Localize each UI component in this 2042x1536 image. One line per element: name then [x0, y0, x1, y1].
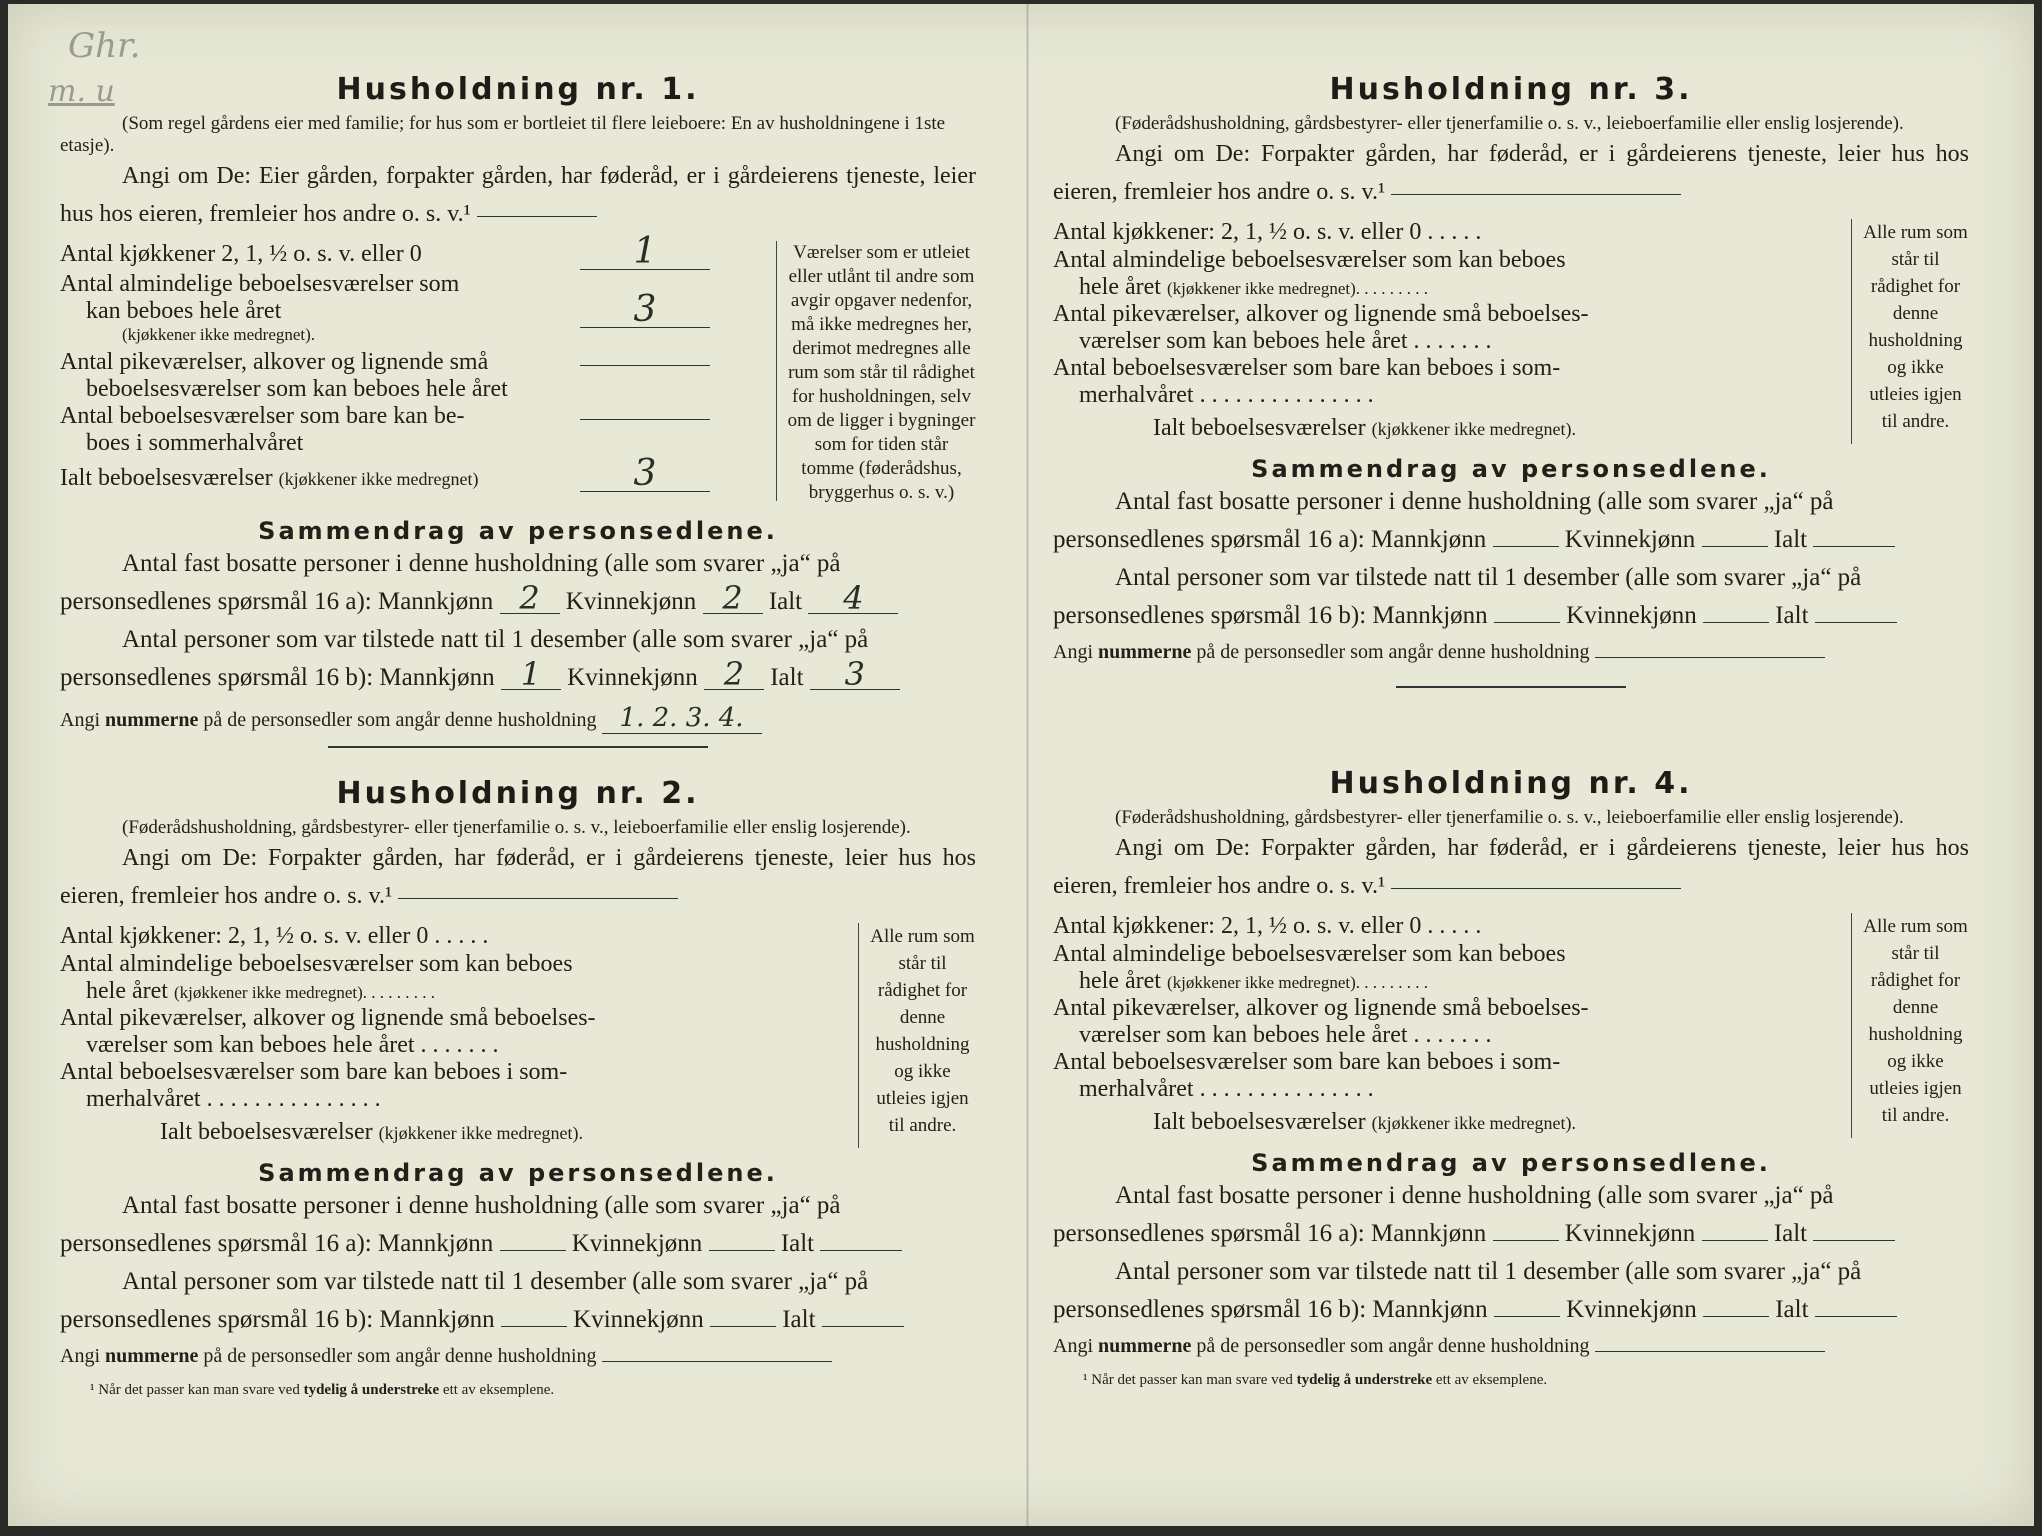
household-1-side-note: Værelser som er utleiet eller utlånt til andre som avgir opgaver nedenfor, må ikke medregnes her, derimot medregnes alle rum som står til rådighet for husholdningen, selv om de ligger i bygninger som for tiden står tomme (føderådshus, bryggerhus o. s. v.) — [776, 241, 976, 501]
household-4-title: Husholdning nr. 4. — [1329, 766, 1693, 801]
sum-a-mann[interactable] — [1493, 1240, 1559, 1241]
household-2-rooms — [60, 923, 976, 1153]
sum-b-ialt[interactable] — [1815, 622, 1897, 623]
household-1-nummer: Angi nummerne på de personsedler som angår denne husholdning 1. 2. 3. 4. — [60, 703, 976, 734]
household-2-note: (Føderådshusholdning, gårdsbestyrer- eller tjenerfamilie o. s. v., leieboerfamilie eller enslig losjerende). — [122, 817, 911, 838]
household-3-rooms: Antal kjøkkener: 2, 1, ½ o. s. v. eller 0 . . . . . Antal almindelige beboelsesværelser som kan beboes hele året (kjøkkener ikke medregnet). . . . . . . . . Antal pikeværelser, alkover og lignende små beboelses- værelser som kan beboes hele året . . . . . . . Antal beboelsesværelser som bare kan beboes i som- merhalvåret . . . . . . . . . . . . . . . Ialt beboelsesværelser (kjøkkener ikke medregnet). Alle rum som står til rådighet for denne husholdning og ikke utleies igjen til andre. — [1053, 219, 1969, 449]
ialt-answer[interactable]: 3 — [580, 457, 710, 492]
sum-a-ialt[interactable] — [1813, 1240, 1895, 1241]
sum-b-ialt[interactable]: 3 — [810, 659, 900, 690]
sum-a-ialt[interactable]: 4 — [808, 583, 898, 614]
household-1-title: Husholdning nr. 1. — [336, 72, 700, 107]
sum-a-ialt[interactable] — [820, 1250, 902, 1251]
angi-answer-line[interactable] — [477, 216, 597, 217]
sum-a-kvinne[interactable] — [709, 1250, 775, 1251]
sum-a-mann[interactable] — [500, 1250, 566, 1251]
sum-b-kvinne[interactable] — [1703, 622, 1769, 623]
nummer-answer[interactable] — [1595, 657, 1825, 658]
household-1-sum-a: personsedlenes spørsmål 16 a): Mannkjønn 2 Kvinnekjønn 2 Ialt 4 — [60, 583, 976, 621]
sommer-answer[interactable] — [580, 419, 710, 420]
sum-b-ialt[interactable] — [822, 1326, 904, 1327]
page-fold — [1026, 4, 1029, 1526]
sum-b-kvinne[interactable]: 2 — [704, 659, 764, 690]
sum-b-kvinne[interactable] — [1703, 1316, 1769, 1317]
ialt-row: Ialt beboelsesværelser (kjøkkener ikke medregnet) 3 — [60, 465, 710, 499]
nummer-answer[interactable] — [602, 1361, 832, 1362]
sum-b-mann[interactable] — [1494, 622, 1560, 623]
nummer-answer[interactable] — [1595, 1351, 1825, 1352]
sum-b-mann[interactable] — [501, 1326, 567, 1327]
sum-b-ialt[interactable] — [1815, 1316, 1897, 1317]
household-1: Husholdning nr. 1. (Som regel gårdens eier med familie; for hus som er bortleiet til flere leieboere: En av husholdningene i 1ste etasje). Angi om De: Eier gården, forpakter gården, har føderåd, er i gårdeierens tjeneste, leier hus hos eieren, fremleier hos andre o. s. v.¹ Antal kjøkkener 2, 1, ½ o. s. v. eller 0 1 Antal almindelige beboelsesværelser som kan beboes hele året (kjøkkener ikke medregnet). 3 Antal pikeværelser, alkover og lignende små beboelsesværelser som kan beboes hele året Antal beboelsesværelser som bare kan be- boes i sommerhalvåret Ialt beboelsesværelser (kjøkkener ikke medregnet) 3 Værelser som er utleiet eller utlånt til andre som avgir opgaver nedenfor, må ikke medregnes her, derimot medregnes alle rum som står til rådighet for husholdningen, selv om de ligger i bygninger som for tiden står tomme (føderådshus, bryggerhus o. s. v.) Sammendrag av personsedlene. Antal fast bosatte personer i denne husholdning (alle som svarer „ja“ på personsedlenes spørsmål 16 a): Mannkjønn 2 Kvinnekjønn 2 Ialt 4 Antal personer som var tilstede natt til 1 desember (alle som svarer „ja“ på personsedlenes spørsmål 16 b): Mannkjønn 1 Kvinnekjønn 2 Ialt 3 Angi nummerne på de personsedler som angår denne husholdning 1. 2. 3. 4. — [60, 72, 976, 748]
household-1-rooms — [60, 231, 976, 511]
sum-a-kvinne[interactable] — [1702, 1240, 1768, 1241]
sum-b-kvinne[interactable] — [710, 1326, 776, 1327]
household-4-side-note: Alle rum som står til rådighet for denne husholdning og ikke utleies igjen til andre. — [1851, 913, 1969, 1138]
sommer-row: Antal beboelsesværelser som bare kan be- boes i sommerhalvåret — [60, 403, 710, 465]
household-2-angi: Angi om De: Forpakter gården, har føderåd, er i gårdeierens tjeneste, leier hus hos eieren, fremleier hos andre o. s. v.¹ — [60, 845, 976, 909]
sum-b-mann[interactable]: 1 — [501, 659, 561, 690]
angi-answer-line[interactable] — [1391, 888, 1681, 889]
household-4-rooms: Antal kjøkkener: 2, 1, ½ o. s. v. eller 0 . . . . . Antal almindelige beboelsesværelser som kan beboes hele året (kjøkkener ikke medregnet). . . . . . . . . Antal pikeværelser, alkover og lignende små beboelses- værelser som kan beboes hele året . . . . . . . Antal beboelsesværelser som bare kan beboes i som- merhalvåret . . . . . . . . . . . . . . . Ialt beboelsesværelser (kjøkkener ikke medregnet). Alle rum som står til rådighet for denne husholdning og ikke utleies igjen til andre. — [1053, 913, 1969, 1143]
sum-a-kvinne[interactable] — [1702, 546, 1768, 547]
beboelse-answer[interactable]: 3 — [580, 293, 710, 328]
sum-b-mann[interactable] — [1494, 1316, 1560, 1317]
sum-a-kvinne[interactable]: 2 — [703, 583, 763, 614]
angi-answer-line[interactable] — [398, 898, 678, 899]
household-1-note: (Som regel gårdens eier med familie; for hus som er bortleiet til flere leieboere: En av husholdningene i 1ste etasje). — [60, 113, 946, 156]
pike-answer[interactable] — [580, 365, 710, 366]
household-3-side-note: Alle rum som står til rådighet for denne husholdning og ikke utleies igjen til andre. — [1851, 219, 1969, 444]
census-form-sheet — [8, 4, 2034, 1526]
rooms-list: Antal kjøkkener: 2, 1, ½ o. s. v. eller 0 . . . . . Antal almindelige beboelsesværelser som kan beboes hele året (kjøkkener ikke medregnet). . . . . . . . . Antal pikeværelser, alkover og lignende små beboelses- værelser som kan beboes hele året . . . . . . . Antal beboelsesværelser som bare kan beboes i som- merhalvåret . . . . . . . . . . . . . . . Ialt beboelsesværelser (kjøkkener ikke medregnet). — [60, 923, 596, 1145]
pencil-note-1: Ghr. — [68, 26, 141, 66]
angi-answer-line[interactable] — [1391, 194, 1681, 195]
divider — [328, 746, 708, 748]
household-3-title: Husholdning nr. 3. — [1329, 72, 1693, 107]
kjokkener-answer[interactable]: 1 — [580, 235, 710, 270]
sum-a-ialt[interactable] — [1813, 546, 1895, 547]
household-1-sum-b: personsedlenes spørsmål 16 b): Mannkjønn 1 Kvinnekjønn 2 Ialt 3 — [60, 659, 976, 697]
sum-a-mann[interactable] — [1493, 546, 1559, 547]
left-page — [60, 4, 976, 1526]
kjokkener-row: Antal kjøkkener 2, 1, ½ o. s. v. eller 0 1 — [60, 241, 710, 271]
household-3: Husholdning nr. 3. (Føderådshusholdning, gårdsbestyrer- eller tjenerfamilie o. s. v., leieboerfamilie eller enslig losjerende). Angi om De: Forpakter gården, har føderåd, er i gårdeierens tjeneste, leier hus hos eieren, fremleier hos andre o. s. v.¹ Antal kjøkkener: 2, 1, ½ o. s. v. eller 0 . . . . . Antal almindelige beboelsesværelser som kan beboes hele året (kjøkkener ikke medregnet). . . . . . . . . Antal pikeværelser, alkover og lignende små beboelses- værelser som kan beboes hele året . . . . . . . Antal beboelsesværelser som bare kan beboes i som- merhalvåret . . . . . . . . . . . . . . . Ialt beboelsesværelser (kjøkkener ikke medregnet). Alle rum som står til rådighet for denne husholdning og ikke utleies igjen til andre. Sammendrag av personsedlene. Antal fast bosatte personer i denne husholdning (alle som svarer „ja“ på personsedlenes spørsmål 16 a): Mannkjønn Kvinnekjønn Ialt Antal personer som var tilstede natt til 1 desember (alle som svarer „ja“ på personsedlenes spørsmål 16 b): Mannkjønn Kvinnekjønn Ialt Angi nummerne på de personsedler som angår denne husholdning — [1053, 72, 1969, 688]
household-4: Husholdning nr. 4. (Føderådshusholdning, gårdsbestyrer- eller tjenerfamilie o. s. v., leieboerfamilie eller enslig losjerende). Angi om De: Forpakter gården, har føderåd, er i gårdeierens tjeneste, leier hus hos eieren, fremleier hos andre o. s. v.¹ Antal kjøkkener: 2, 1, ½ o. s. v. eller 0 . . . . . Antal almindelige beboelsesværelser som kan beboes hele året (kjøkkener ikke medregnet). . . . . . . . . Antal pikeværelser, alkover og lignende små beboelses- værelser som kan beboes hele året . . . . . . . Antal beboelsesværelser som bare kan beboes i som- merhalvåret . . . . . . . . . . . . . . . Ialt beboelsesværelser (kjøkkener ikke medregnet). Alle rum som står til rådighet for denne husholdning og ikke utleies igjen til andre. Sammendrag av personsedlene. Antal fast bosatte personer i denne husholdning (alle som svarer „ja“ på personsedlenes spørsmål 16 a): Mannkjønn Kvinnekjønn Ialt Antal personer som var tilstede natt til 1 desember (alle som svarer „ja“ på personsedlenes spørsmål 16 b): Mannkjønn Kvinnekjønn Ialt Angi nummerne på de personsedler som angår denne husholdning ¹ Når det passer kan man svare ved tydelig å understreke ett av eksemplene. — [1053, 766, 1969, 1388]
right-page — [1053, 4, 1969, 1526]
nummer-answer[interactable]: 1. 2. 3. 4. — [602, 703, 762, 734]
footnote-left: ¹ Når det passer kan man svare ved tydelig å understreke ett av eksemplene. — [90, 1382, 555, 1398]
sum-a-mann[interactable]: 2 — [500, 583, 560, 614]
divider — [1396, 686, 1626, 688]
beboelse-row: Antal almindelige beboelsesværelser som kan beboes hele året (kjøkkener ikke medregnet). 3 — [60, 271, 710, 349]
pike-row: Antal pikeværelser, alkover og lignende små beboelsesværelser som kan beboes hele året — [60, 349, 710, 403]
household-1-sum-title: Sammendrag av personsedlene. — [258, 517, 778, 545]
rooms-list — [60, 231, 710, 499]
household-2-title: Husholdning nr. 2. — [336, 776, 700, 811]
household-1-angi: Angi om De: Eier gården, forpakter gården, har føderåd, er i gårdeierens tjeneste, leier hus hos eieren, fremleier hos andre o. s. v.¹ — [60, 163, 976, 227]
pencil-note-2: m. u — [48, 74, 115, 109]
household-2: Husholdning nr. 2. (Føderådshusholdning, gårdsbestyrer- eller tjenerfamilie o. s. v., leieboerfamilie eller enslig losjerende). Angi om De: Forpakter gården, har føderåd, er i gårdeierens tjeneste, leier hus hos eieren, fremleier hos andre o. s. v.¹ Antal kjøkkener: 2, 1, ½ o. s. v. eller 0 . . . . . Antal almindelige beboelsesværelser som kan beboes hele året (kjøkkener ikke medregnet). . . . . . . . . Antal pikeværelser, alkover og lignende små beboelses- værelser som kan beboes hele året . . . . . . . Antal beboelsesværelser som bare kan beboes i som- merhalvåret . . . . . . . . . . . . . . . Ialt beboelsesværelser (kjøkkener ikke medregnet). Alle rum som står til rådighet for denne husholdning og ikke utleies igjen til andre. Sammendrag av personsedlene. Antal fast bosatte personer i denne husholdning (alle som svarer „ja“ på personsedlenes spørsmål 16 a): Mannkjønn Kvinnekjønn Ialt Antal personer som var tilstede natt til 1 desember (alle som svarer „ja“ på personsedlenes spørsmål 16 b): Mannkjønn Kvinnekjønn Ialt Angi nummerne på de personsedler som angår denne husholdning ¹ Når det passer kan man svare ved tydelig å understreke ett av eksemplene. — [60, 776, 976, 1398]
footnote-right: ¹ Når det passer kan man svare ved tydelig å understreke ett av eksemplene. — [1083, 1372, 1548, 1388]
household-2-side-note: Alle rum som står til rådighet for denne husholdning og ikke utleies igjen til andre. — [858, 923, 976, 1148]
